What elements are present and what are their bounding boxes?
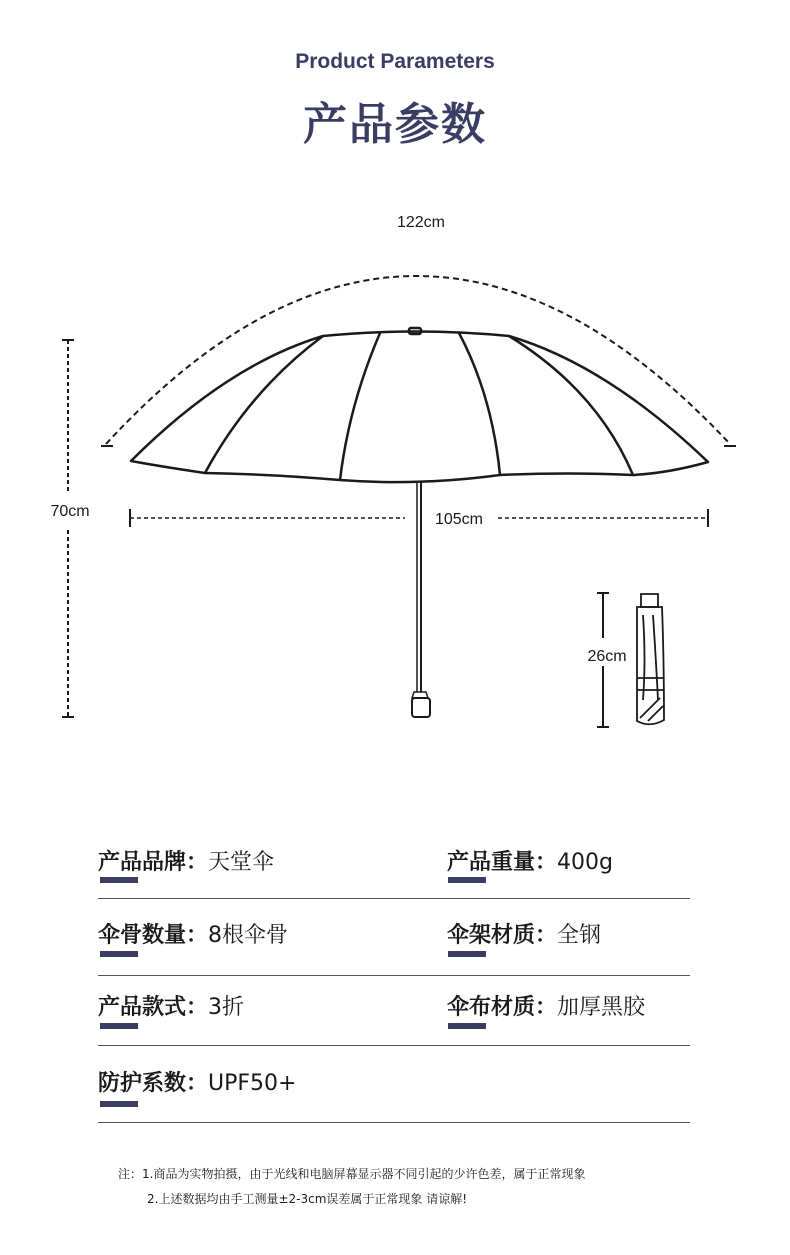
umbrella-handle <box>412 698 430 717</box>
divider <box>98 898 690 899</box>
arc-dimension-line <box>106 276 730 444</box>
accent-bar <box>100 1023 138 1029</box>
page-title-cn: 产品参数 <box>303 99 487 150</box>
param-label: 产品重量： <box>447 850 558 875</box>
param-weight <box>447 845 613 876</box>
param-fabric-material <box>447 990 645 1021</box>
param-label: 防护系数： <box>98 1071 209 1096</box>
param-value: UPF50+ <box>208 1071 297 1096</box>
param-value: 全钢 <box>557 923 602 948</box>
arc-label: 122cm <box>396 214 446 231</box>
param-value: 3折 <box>208 995 245 1020</box>
divider <box>98 975 690 976</box>
param-label: 伞布材质： <box>447 995 558 1020</box>
accent-bar <box>100 1101 138 1107</box>
accent-bar <box>448 877 486 883</box>
width-label: 105cm <box>434 511 484 528</box>
height-label: 70cm <box>50 503 90 520</box>
param-label: 伞骨数量： <box>98 923 209 948</box>
divider <box>98 1045 690 1046</box>
param-label: 产品款式： <box>98 995 209 1020</box>
accent-bar <box>100 951 138 957</box>
divider <box>98 1122 690 1123</box>
folded-length-label: 26cm <box>587 648 627 665</box>
param-value: 400g <box>557 850 613 875</box>
umbrella-canopy <box>131 328 708 482</box>
param-ribs <box>98 918 288 949</box>
folded-umbrella <box>637 594 664 724</box>
note-line-2: 2.上述数据均由手工测量±2-3cm误差属于正常现象 请谅解! <box>147 1192 468 1206</box>
param-frame-material <box>447 918 601 949</box>
param-value: 加厚黑胶 <box>557 995 646 1020</box>
param-label: 伞架材质： <box>447 923 558 948</box>
note-line-1: 注：1.商品为实物拍摄，由于光线和电脑屏幕显示器不同引起的少许色差，属于正常现象 <box>118 1167 586 1181</box>
umbrella-diagram <box>0 190 790 760</box>
param-protection <box>98 1066 296 1097</box>
param-style <box>98 990 244 1021</box>
param-value: 天堂伞 <box>208 850 275 875</box>
param-value: 8根伞骨 <box>208 923 289 948</box>
page-title-en: Product Parameters <box>295 50 495 73</box>
accent-bar <box>448 1023 486 1029</box>
accent-bar <box>448 951 486 957</box>
param-label: 产品品牌： <box>98 850 209 875</box>
accent-bar <box>100 877 138 883</box>
param-brand <box>98 845 274 876</box>
